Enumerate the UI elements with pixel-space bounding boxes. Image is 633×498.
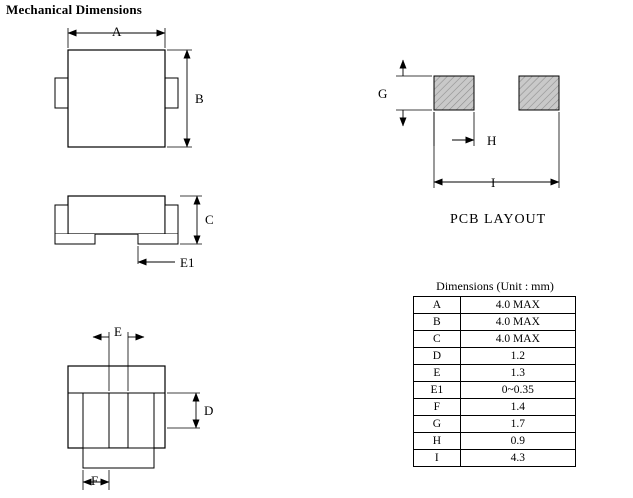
top-view	[55, 28, 192, 147]
table-row	[414, 416, 576, 433]
dimension-value: 4.0 MAX	[460, 297, 575, 314]
dimension-value: 4.0 MAX	[460, 331, 575, 348]
page-title: Mechanical Dimensions	[6, 2, 143, 17]
table-row	[414, 382, 576, 399]
label-e1: E1	[180, 255, 195, 270]
label-e: E	[114, 324, 122, 339]
dimension-symbol: F	[414, 399, 461, 416]
dimension-value: 0~0.35	[460, 382, 575, 399]
dimension-symbol: E	[414, 365, 461, 382]
label-g: G	[378, 86, 388, 101]
label-c: C	[205, 212, 214, 227]
label-d: D	[204, 403, 214, 418]
bottom-view	[68, 332, 200, 490]
dimension-symbol: I	[414, 450, 461, 467]
dimensions-table-caption: Dimensions (Unit : mm)	[436, 279, 554, 293]
table-row	[414, 450, 576, 467]
dimension-symbol: A	[414, 297, 461, 314]
label-b: B	[195, 91, 204, 106]
dimension-symbol: H	[414, 433, 461, 450]
dimension-value: 1.2	[460, 348, 575, 365]
dimension-value: 4.3	[460, 450, 575, 467]
dimension-value: 4.0 MAX	[460, 314, 575, 331]
label-f: F	[91, 473, 99, 488]
table-row	[414, 331, 576, 348]
dimension-value: 1.3	[460, 365, 575, 382]
table-row	[414, 365, 576, 382]
dimensions-table	[413, 296, 576, 467]
dimension-symbol: G	[414, 416, 461, 433]
dimensions-table-body	[414, 297, 576, 467]
dimension-value: 1.7	[460, 416, 575, 433]
dimension-value: 1.4	[460, 399, 575, 416]
table-row	[414, 399, 576, 416]
dimension-symbol: C	[414, 331, 461, 348]
table-row	[414, 348, 576, 365]
label-i: I	[491, 175, 496, 190]
table-row	[414, 433, 576, 450]
pcb-layout	[396, 60, 559, 188]
dimension-value: 0.9	[460, 433, 575, 450]
label-a: A	[112, 24, 122, 39]
table-row	[414, 314, 576, 331]
label-h: H	[487, 133, 497, 148]
dimension-symbol: B	[414, 314, 461, 331]
table-row	[414, 297, 576, 314]
side-view	[55, 196, 202, 264]
dimension-symbol: D	[414, 348, 461, 365]
pcb-layout-caption: PCB LAYOUT	[450, 212, 547, 227]
dimension-symbol: E1	[414, 382, 461, 399]
